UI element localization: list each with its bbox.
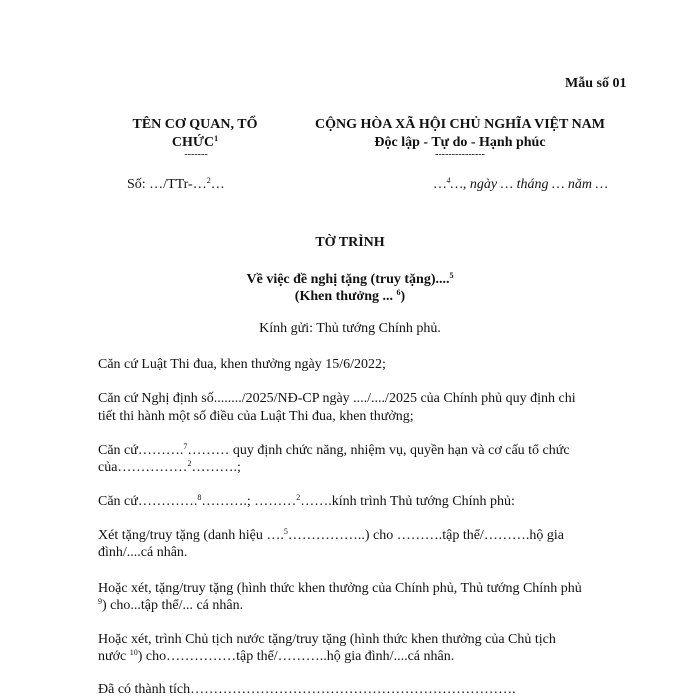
paragraph-decree-line1: Căn cứ Nghị định số......../2025/NĐ-CP ngày ..../..../2025 của Chính phủ quy định chi <box>98 391 576 406</box>
paragraph-decree-line2: tiết thi hành một số điều của Luật Thi đua, khen thưởng; <box>98 409 414 424</box>
paragraph-achievements: Đã có thành tích……………………………………………………………. <box>98 682 516 697</box>
paragraph-president-award-line2 <box>98 648 454 665</box>
document-number-suffix: … <box>210 177 225 192</box>
paragraph-function-basis-line2 <box>98 459 241 476</box>
text-segment: nước <box>98 649 130 664</box>
paragraph-president-award-line1: Hoặc xét, trình Chủ tịch nước tặng/truy tặng (hình thức khen thưởng của Chủ tịch <box>98 632 556 647</box>
footnote-ref: 4 <box>446 176 451 185</box>
text-segment: ……………..) cho ……….tập thể/……….hộ gia <box>287 528 564 543</box>
footnote-ref: 6 <box>396 288 401 297</box>
document-number <box>127 177 225 193</box>
dateline-prefix: … <box>434 177 447 192</box>
document-title: TỜ TRÌNH <box>315 235 385 250</box>
subject-text: Về việc đề nghị tặng (truy tặng).... <box>246 272 450 287</box>
footnote-ref: 2 <box>296 493 301 502</box>
subject-award-line <box>0 289 700 305</box>
paragraph-submission <box>98 493 515 510</box>
paragraph-function-basis-line1 <box>98 442 570 459</box>
document-number-prefix: Số: …/TTr-… <box>127 177 207 192</box>
text-segment: Căn cứ…………. <box>98 494 198 509</box>
text-segment: ……….; <box>191 460 241 475</box>
motto-separator: --------------- <box>435 149 485 160</box>
place-date-line <box>434 177 608 193</box>
text-segment: …….kính trình Thủ tướng Chính phủ: <box>300 494 515 509</box>
footnote-ref: 5 <box>283 527 288 536</box>
footnote-ref: 8 <box>197 493 202 502</box>
award-suffix: ) <box>400 289 406 304</box>
text-segment: ) cho...tập thể/... cá nhân. <box>102 598 244 613</box>
form-number: Mẫu số 01 <box>565 76 627 91</box>
national-motto: Độc lập - Tự do - Hạnh phúc <box>374 135 546 150</box>
text-segment: ……….; ……… <box>201 494 297 509</box>
footnote-ref: 5 <box>449 271 454 280</box>
award-prefix: (Khen thưởng ... <box>294 289 397 304</box>
dateline-suffix: …, ngày … tháng … năm … <box>450 177 608 192</box>
recipient-line: Kính gửi: Thủ tướng Chính phủ. <box>259 321 441 336</box>
paragraph-consideration-line1 <box>98 527 564 544</box>
text-segment: Xét tặng/truy tặng (danh hiệu …. <box>98 528 284 543</box>
footnote-ref: 2 <box>187 459 192 468</box>
paragraph-consideration-line2: đình/....cá nhân. <box>98 545 188 560</box>
agency-name-line2: CHỨC <box>171 135 215 150</box>
text-segment: của…………… <box>98 460 188 475</box>
text-segment: Căn cứ………. <box>98 443 184 458</box>
agency-separator: ------- <box>184 149 208 160</box>
agency-name-line1: TÊN CƠ QUAN, TỔ <box>132 117 258 132</box>
paragraph-law-basis: Căn cứ Luật Thi đua, khen thưởng ngày 15/6/2022; <box>98 357 386 372</box>
text-segment: ……… quy định chức năng, nhiệm vụ, quyền hạn và cơ cấu tổ chức <box>187 443 570 458</box>
footnote-ref: 9 <box>98 597 102 606</box>
agency-name <box>110 116 280 152</box>
footnote-ref: 1 <box>214 134 219 143</box>
subject-line <box>0 272 700 288</box>
footnote-ref: 10 <box>129 648 138 657</box>
national-name: CỘNG HÒA XÃ HỘI CHỦ NGHĨA VIỆT NAM <box>314 117 605 132</box>
text-segment: ) cho……………tập thể/………..hộ gia đình/....cá nhân. <box>137 649 455 664</box>
footnote-ref: 7 <box>183 442 188 451</box>
footnote-ref: 2 <box>206 176 211 185</box>
paragraph-government-award-line1: Hoặc xét, tặng/truy tặng (hình thức khen thưởng của Chính phủ, Thủ tướng Chính phủ <box>98 581 582 596</box>
paragraph-government-award-line2 <box>98 597 243 614</box>
